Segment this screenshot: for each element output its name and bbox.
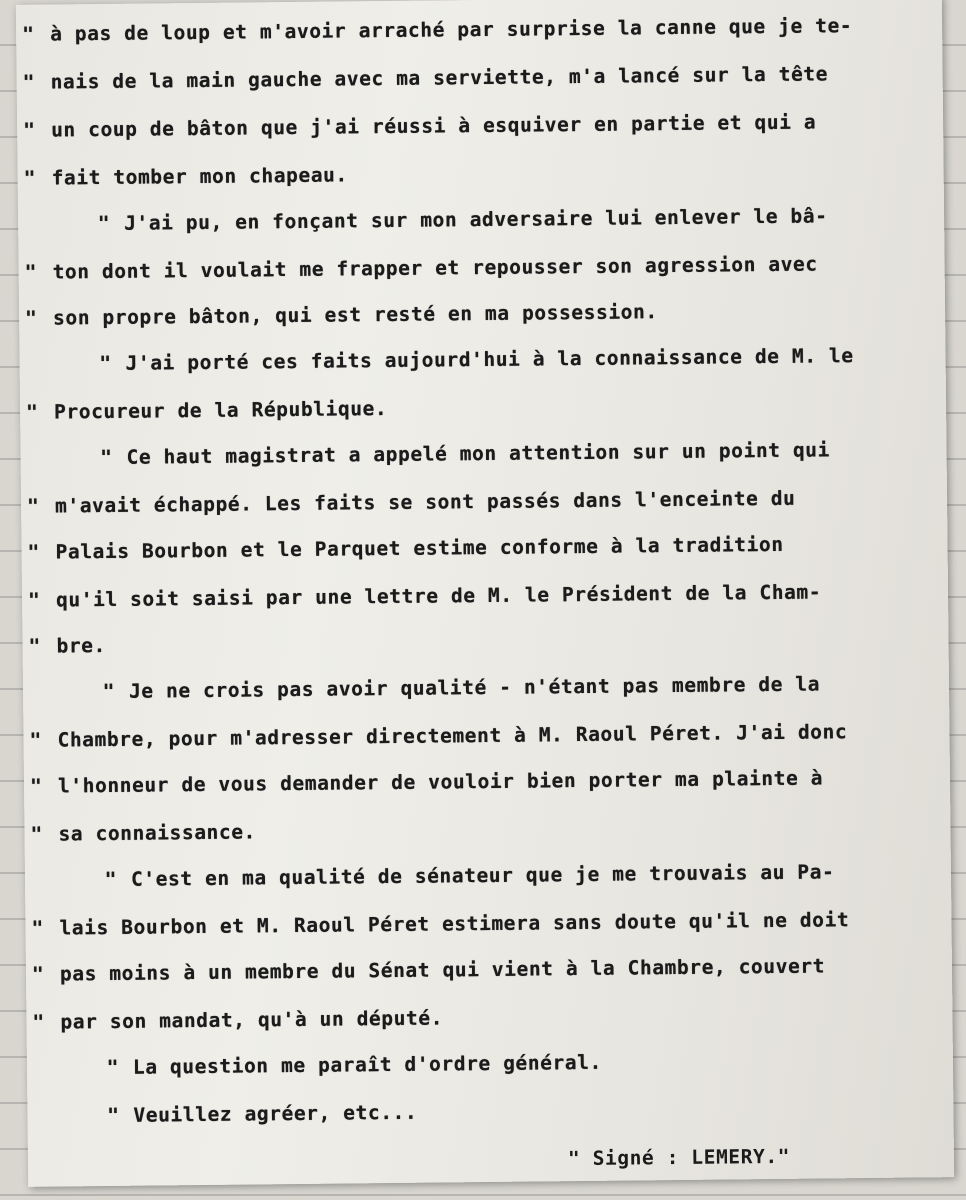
text-line: " fait tomber mon chapeau. (23, 163, 348, 190)
text-line: " son propre bâton, qui est resté en ma possession. (24, 300, 658, 330)
text-line: " J'ai pu, en fonçant sur mon adversaire lui enlever le bâ- (97, 204, 828, 236)
text-line: " un coup de bâton que j'ai réussi à esquiver en partie et qui a (23, 110, 817, 142)
text-line: " Veuillez agréer, etc... (107, 1100, 418, 1127)
text-line: " J'ai porté ces faits aujourd'hui à la connaissance de M. le (99, 344, 854, 376)
text-line: " nais de la main gauche avec ma serviette, m'a lancé sur la tête (22, 62, 829, 94)
text-line: " m'avait échappé. Les faits se sont passés dans l'enceinte du (26, 486, 796, 518)
text-line: " l'honneur de vous demander de vouloir bien porter ma plainte à (29, 766, 824, 798)
signature-line: " Signé : LEMERY." (567, 1144, 791, 1171)
text-line: " Palais Bourbon et le Parquet estime conforme à la tradition (27, 532, 784, 564)
text-line: " La question me paraît d'ordre général. (106, 1050, 602, 1079)
text-line: " bre. (28, 633, 107, 658)
text-line: " Ce haut magistrat a appelé mon attention sur un point qui (100, 438, 831, 470)
typed-letter-page (16, 0, 954, 1187)
text-line: " lais Bourbon et M. Raoul Péret estimera sans doute qu'il ne doit (31, 908, 850, 940)
text-line: " C'est en ma qualité de sénateur que je me trouvais au Pa- (104, 860, 835, 891)
text-line: " Je ne crois pas avoir qualité - n'étant pas membre de la (102, 672, 821, 704)
text-line: " qu'il soit saisi par une lettre de M. le Président de la Cham- (27, 580, 822, 612)
text-line: " Procureur de la République. (25, 397, 388, 424)
text-line: " Chambre, pour m'adresser directement à M. Raoul Péret. J'ai donc (29, 720, 848, 752)
letter-body (16, 0, 954, 1187)
text-line: " ton dont il voulait me frapper et repousser son agression avec (24, 252, 818, 284)
text-line: " pas moins à un membre du Sénat qui vient à la Chambre, couvert (31, 954, 826, 986)
text-line: " à pas de loup et m'avoir arraché par surprise la canne que je te- (22, 14, 853, 46)
text-line: " par son mandat, qu'à un député. (32, 1006, 444, 1034)
text-line: " sa connaissance. (30, 820, 257, 846)
